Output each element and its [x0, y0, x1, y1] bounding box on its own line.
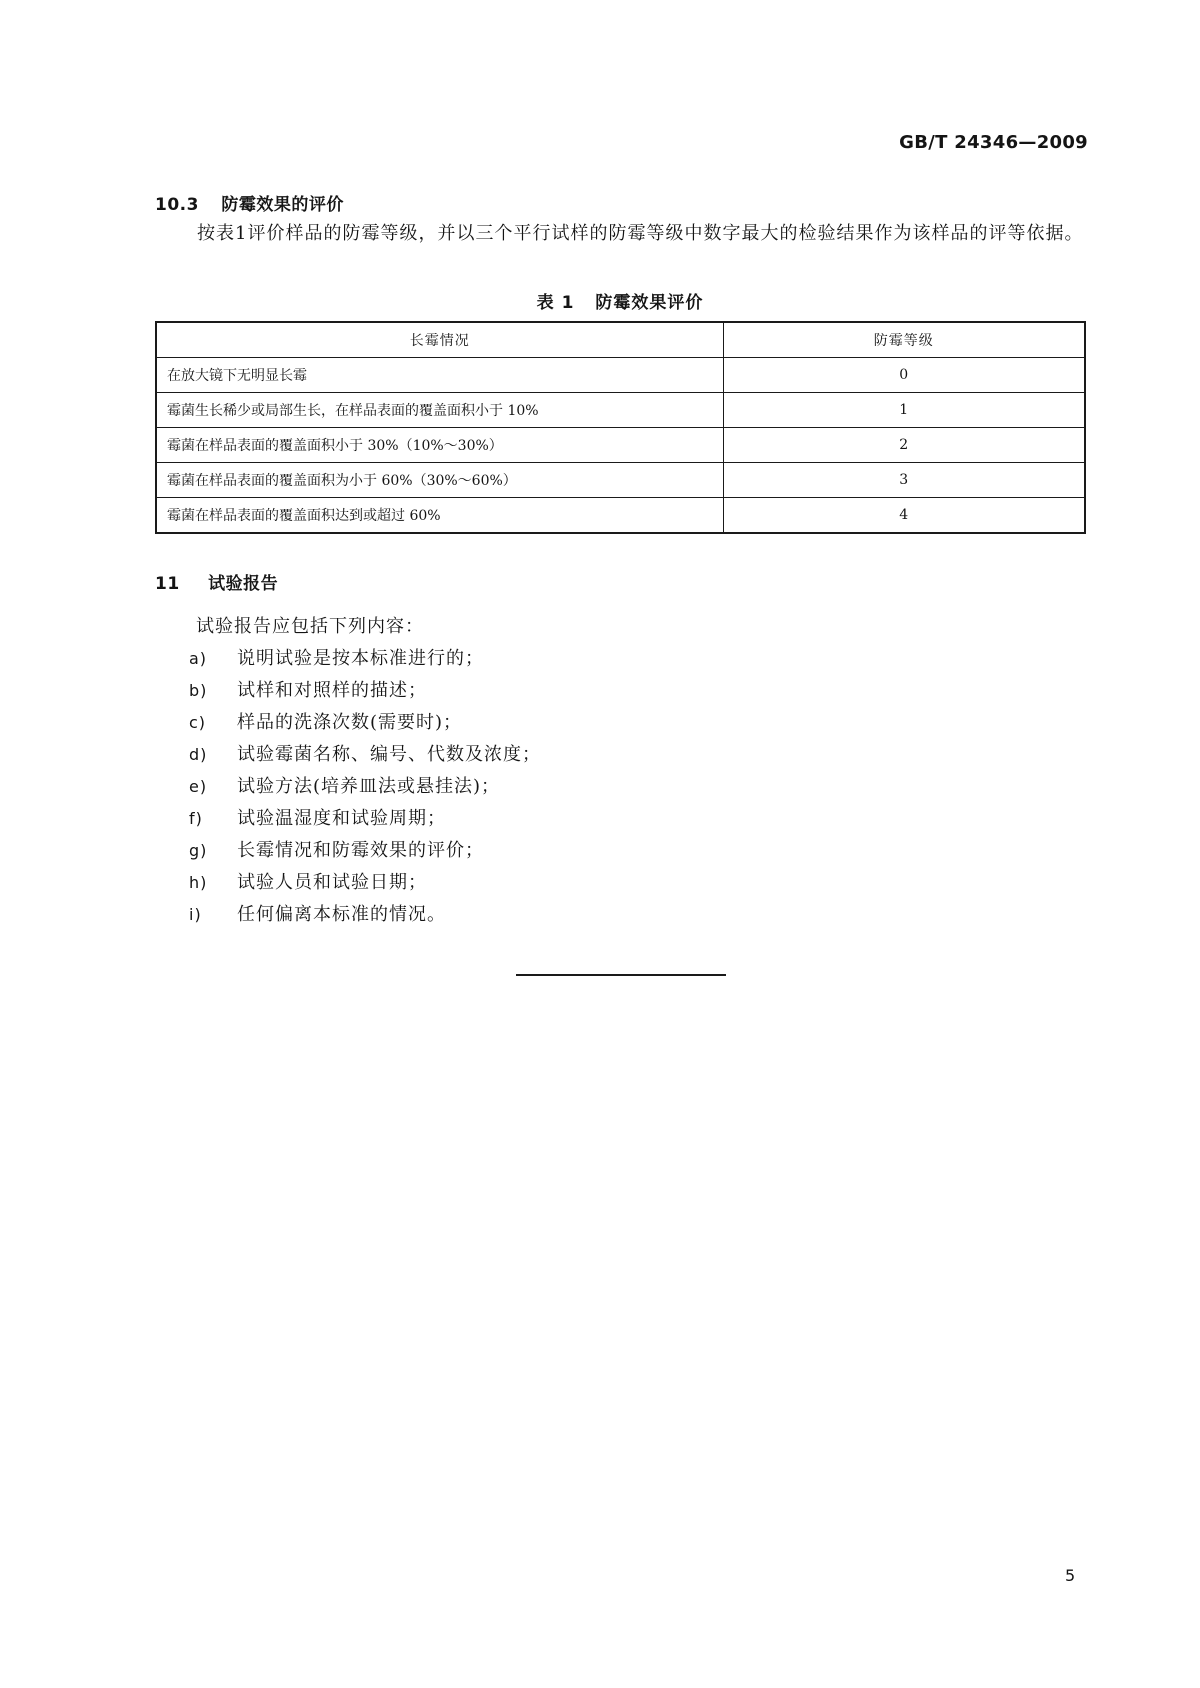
grade-cell: 2 [723, 428, 1085, 463]
list-intro-text: 试验报告应包括下列内容： [196, 616, 424, 637]
table-row [156, 428, 1085, 463]
list-item-marker: f) [189, 809, 203, 828]
list-item-marker: h) [189, 873, 208, 892]
section-title: 防霉效果的评价 [221, 195, 344, 215]
table-row [156, 393, 1085, 428]
table-caption [0, 288, 1200, 313]
table-row [156, 498, 1085, 534]
section-11-heading [155, 569, 278, 594]
table-header-row [156, 322, 1085, 358]
list-item-marker: a) [189, 649, 208, 668]
section-number: 11 [155, 574, 180, 594]
grade-cell: 1 [723, 393, 1085, 428]
section-10-3-paragraph: 按表1评价样品的防霉等级，并以三个平行试样的防霉等级中数字最大的检验结果作为该样品的评等依据。 [197, 223, 1084, 244]
mould-resistance-evaluation-table [155, 321, 1086, 534]
list-item-marker: e) [189, 777, 208, 796]
list-item-text: 样品的洗涤次数(需要时)； [237, 712, 463, 733]
list-item-text: 任何偏离本标准的情况。 [237, 904, 446, 925]
growth-condition-cell: 霉菌在样品表面的覆盖面积小于 30%（10%～30%） [156, 428, 723, 463]
grade-cell: 0 [723, 358, 1085, 393]
section-number: 10.3 [155, 195, 199, 215]
list-item [189, 707, 541, 739]
table-title: 防霉效果评价 [595, 293, 704, 313]
list-item [189, 675, 541, 707]
list-item-text: 试验方法(培养皿法或悬挂法)； [237, 776, 501, 797]
list-item [189, 835, 541, 867]
list-item-marker: g) [189, 841, 208, 860]
list-item [189, 643, 541, 675]
growth-condition-cell: 在放大镜下无明显长霉 [156, 358, 723, 393]
page-number: 5 [1065, 1566, 1076, 1585]
list-item [189, 771, 541, 803]
list-intro [189, 611, 541, 643]
list-item-text: 试样和对照样的描述； [237, 680, 427, 701]
column-header-mould-growth: 长霉情况 [156, 322, 723, 358]
list-item-text: 说明试验是按本标准进行的； [237, 648, 484, 669]
growth-condition-cell: 霉菌在样品表面的覆盖面积为小于 60%（30%～60%） [156, 463, 723, 498]
section-10-3-heading [155, 190, 344, 215]
section-title: 试验报告 [208, 574, 279, 594]
list-item [189, 803, 541, 835]
growth-condition-cell: 霉菌生长稀少或局部生长，在样品表面的覆盖面积小于 10% [156, 393, 723, 428]
list-item-text: 试验温湿度和试验周期； [237, 808, 446, 829]
growth-condition-cell: 霉菌在样品表面的覆盖面积达到或超过 60% [156, 498, 723, 534]
standard-number: GB/T 24346—2009 [899, 132, 1088, 153]
table-row [156, 358, 1085, 393]
end-of-document-rule [516, 974, 726, 976]
list-item-marker: c) [189, 713, 207, 732]
list-item [189, 867, 541, 899]
list-item-text: 试验霉菌名称、编号、代数及浓度； [237, 744, 541, 765]
list-item-text: 长霉情况和防霉效果的评价； [237, 840, 484, 861]
list-item [189, 739, 541, 771]
list-item-marker: b) [189, 681, 208, 700]
list-item-marker: i) [189, 905, 202, 924]
table-number: 表 1 [536, 293, 575, 313]
grade-cell: 4 [723, 498, 1085, 534]
list-item-marker: d) [189, 745, 208, 764]
list-item [189, 899, 541, 931]
table-row [156, 463, 1085, 498]
grade-cell: 3 [723, 463, 1085, 498]
list-item-text: 试验人员和试验日期； [237, 872, 427, 893]
test-report-contents-list [189, 611, 541, 931]
column-header-grade: 防霉等级 [723, 322, 1085, 358]
